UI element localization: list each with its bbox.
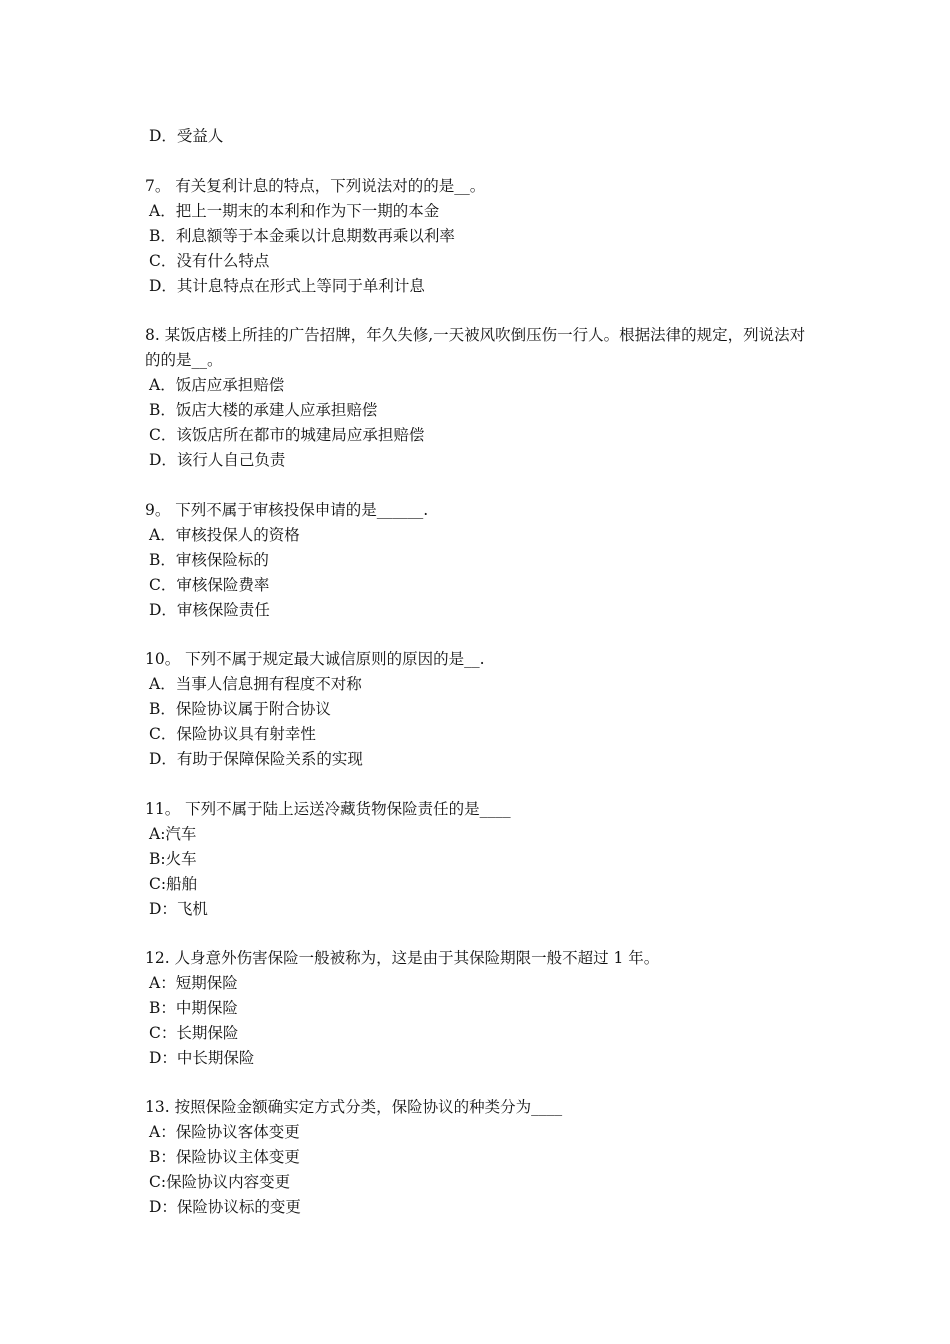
question-text: 7。 有关复利计息的特点，下列说法对的的是__。	[145, 177, 486, 195]
option-c: C．审核保险费率	[149, 576, 270, 594]
question-11	[145, 797, 815, 922]
option-b: B．利息额等于本金乘以计息期数再乘以利率	[149, 227, 455, 245]
option-c: C．保险协议具有射幸性	[149, 725, 316, 743]
question-text: 9。 下列不属于审核投保申请的是______.	[145, 501, 429, 519]
option-a: A．饭店应承担赔偿	[149, 376, 285, 394]
option-a: A：保险协议客体变更	[149, 1123, 300, 1141]
option-a: A．把上一期末的本利和作为下一期的本金	[149, 202, 440, 220]
option-d: D．审核保险责任	[149, 601, 270, 619]
question-text: 8. 某饭店楼上所挂的广告招牌，年久失修,一天被风吹倒压伤一行人。根据法律的规定，列说法对的的是__。	[145, 326, 806, 369]
option-c: C．该饭店所在都市的城建局应承担赔偿	[149, 426, 425, 444]
option-d: D：飞机	[149, 900, 208, 918]
option-b: B．保险协议属于附合协议	[149, 700, 331, 718]
option-a: A：短期保险	[149, 974, 238, 992]
option-d: D．受益人	[149, 127, 224, 145]
option-a: A．当事人信息拥有程度不对称	[149, 675, 362, 693]
question-10	[145, 647, 815, 772]
option-c: C:保险协议内容变更	[149, 1173, 291, 1191]
question-text: 12. 人身意外伤害保险一般被称为，这是由于其保险期限一般不超过 1 年。	[145, 949, 660, 967]
question-13	[145, 1095, 815, 1220]
option-d: D．其计息特点在形式上等同于单利计息	[149, 277, 425, 295]
question-6-tail	[145, 124, 815, 149]
option-c: C:船舶	[149, 875, 198, 893]
option-b: B．审核保险标的	[149, 551, 269, 569]
option-b: B:火车	[149, 850, 197, 868]
question-text: 11。 下列不属于陆上运送冷藏货物保险责任的是____	[145, 800, 511, 818]
question-12	[145, 946, 815, 1071]
option-b: B：保险协议主体变更	[149, 1148, 300, 1166]
option-d: D：中长期保险	[149, 1049, 255, 1067]
question-7	[145, 174, 815, 299]
option-b: B：中期保险	[149, 999, 238, 1017]
option-b: B．饭店大楼的承建人应承担赔偿	[149, 401, 378, 419]
question-text: 10。 下列不属于规定最大诚信原则的原因的是__.	[145, 650, 485, 668]
option-d: D．该行人自己负责	[149, 451, 286, 469]
option-c: C：长期保险	[149, 1024, 239, 1042]
option-d: D：保险协议标的变更	[149, 1198, 301, 1216]
option-d: D．有助于保障保险关系的实现	[149, 750, 363, 768]
question-8	[145, 323, 815, 473]
option-a: A:汽车	[149, 825, 197, 843]
question-text: 13. 按照保险金额确实定方式分类，保险协议的种类分为____	[145, 1098, 563, 1116]
question-9	[145, 498, 815, 623]
option-a: A．审核投保人的资格	[149, 526, 300, 544]
option-c: C．没有什么特点	[149, 252, 270, 270]
